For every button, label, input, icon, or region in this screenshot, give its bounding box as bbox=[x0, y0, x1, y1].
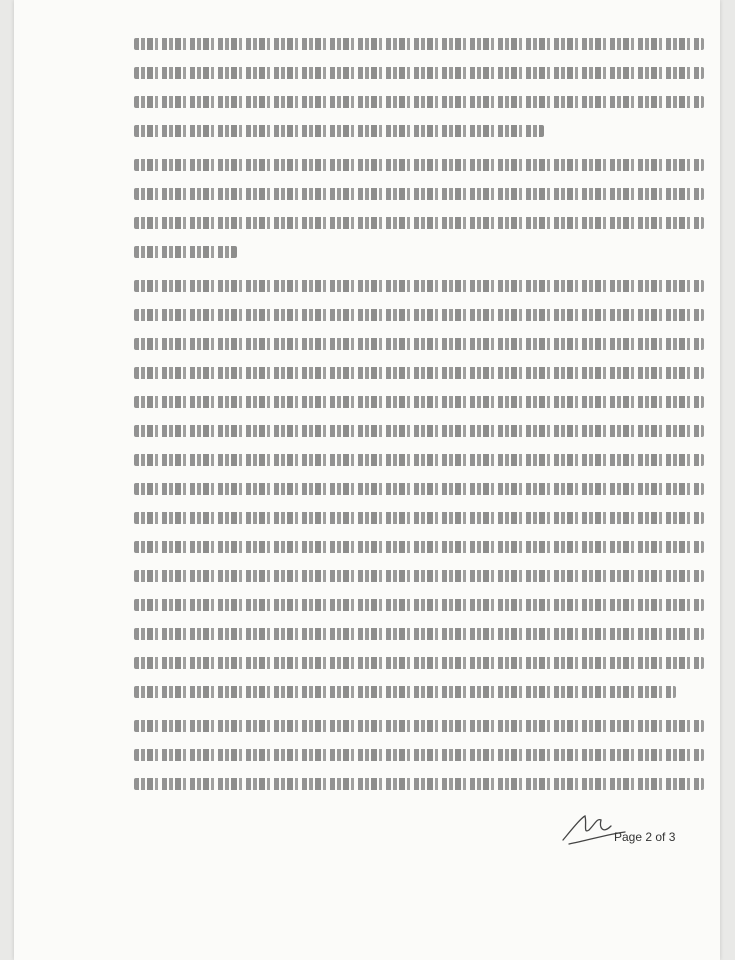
text-line bbox=[134, 628, 704, 640]
text-line bbox=[134, 720, 704, 732]
text-line bbox=[134, 599, 704, 611]
text-line bbox=[134, 686, 676, 698]
text-line bbox=[134, 67, 704, 79]
text-line bbox=[134, 188, 704, 200]
page-number: Page 2 of 3 bbox=[614, 830, 676, 844]
text-line bbox=[134, 280, 704, 292]
text-line bbox=[134, 367, 704, 379]
text-line bbox=[134, 125, 544, 137]
text-line bbox=[134, 454, 704, 466]
text-line bbox=[134, 159, 704, 171]
text-line bbox=[134, 778, 704, 790]
paragraph-4 bbox=[134, 720, 704, 790]
text-line bbox=[134, 396, 704, 408]
text-line bbox=[134, 38, 704, 50]
text-line bbox=[134, 657, 704, 669]
text-line bbox=[134, 512, 704, 524]
document-body bbox=[134, 38, 704, 812]
document-page bbox=[14, 0, 720, 960]
text-line bbox=[134, 483, 704, 495]
text-line bbox=[134, 425, 704, 437]
text-line bbox=[134, 217, 704, 229]
paragraph-1 bbox=[134, 38, 704, 137]
text-line bbox=[134, 749, 704, 761]
text-line bbox=[134, 246, 237, 258]
text-line bbox=[134, 96, 704, 108]
text-line bbox=[134, 570, 704, 582]
text-line bbox=[134, 309, 704, 321]
text-line bbox=[134, 338, 704, 350]
text-line bbox=[134, 541, 704, 553]
paragraph-3 bbox=[134, 280, 704, 698]
paragraph-2 bbox=[134, 159, 704, 258]
